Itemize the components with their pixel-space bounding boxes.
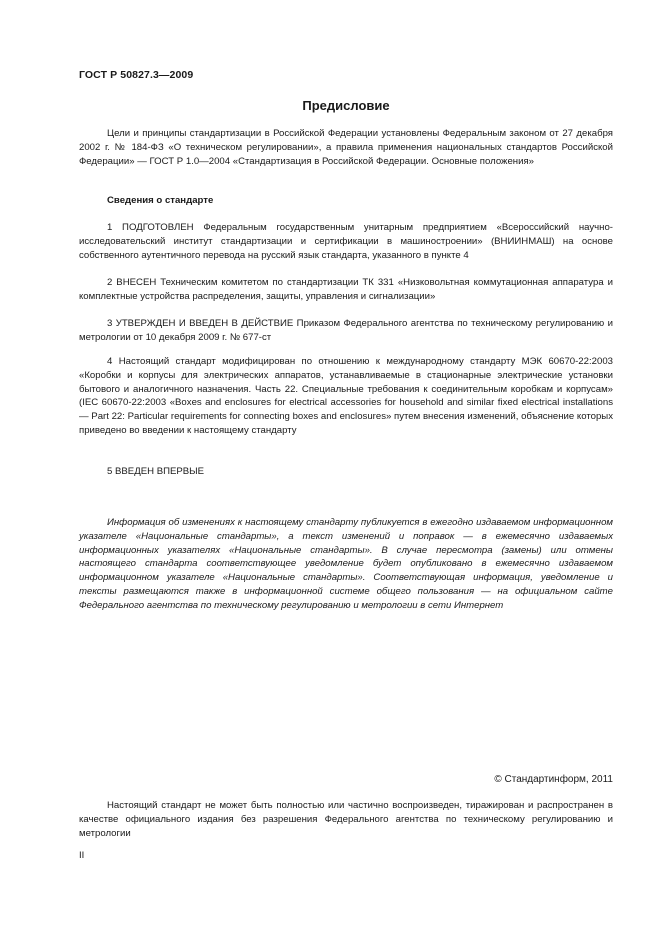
item-modified: 4 Настоящий стандарт модифицирован по отношению к международному стандарту МЭК 60670-22:2003 «Коробки и корпусы для электрических аппаратов, устанавливаемые в стационарные электрические установки бытового и аналогичного назначения. Часть 22. Специальные требования к соединительным коробкам и корпусам» (IEC 60670-22:2003 «Boxes and enclosures for electrical accessories for household and similar fixed electrical installations — Part 22: Particular requirements for connecting boxes and enclosures» путем внесения изменений, объяснение которых приведено во введении к настоящему стандарту bbox=[79, 356, 613, 436]
item-prepared: 1 ПОДГОТОВЛЕН Федеральным государственным унитарным предприятием «Всероссийский научно-исследовательский институт стандартизации и сертификации в машиностроении» (ВНИИНМАШ) на основе собственного аутентичного перевода на русский язык стандарта, указанного в пункте 4 bbox=[79, 222, 613, 261]
page-number: II bbox=[79, 850, 85, 861]
reproduction-notice: Настоящий стандарт не может быть полностью или частично воспроизведен, тиражирован и распространен в качестве официального издания без разрешения Федерального агентства по техническому регулированию и метрологии bbox=[79, 800, 613, 839]
intro-paragraph: Цели и принципы стандартизации в Российской Федерации установлены Федеральным законом от 27 декабря 2002 г. № 184-ФЗ «О техническом регулировании», а правила применения национальных стандартов Российской Федерации» — ГОСТ Р 1.0—2004 «Стандартизация в Российской Федерации. Основные положения» bbox=[79, 128, 613, 167]
item-submitted: 2 ВНЕСЕН Техническим комитетом по стандартизации ТК 331 «Низковольтная коммутационная аппаратура и комплектные устройства распределения, защиты, управления и сигнализации» bbox=[79, 277, 613, 302]
item-first-introduced: 5 ВВЕДЕН ВПЕРВЫЕ bbox=[107, 466, 205, 477]
changes-notice-paragraph: Информация об изменениях к настоящему стандарту публикуется в ежегодно издаваемом информационном указателе «Национальные стандарты», а текст изменений и поправок — в ежемесячно издаваемых информационных указателях «Национальные стандарты». В случае пересмотра (замены) или отмены настоящего стандарта соответствующее уведомление будет опубликовано в ежемесячно издаваемом информационном указателе «Национальные стандарты». Соответствующая информация, уведомление и тексты размещаются также в информационной системе общего пользования — на официальном сайте Федерального агентства по техническому регулированию и метрологии в сети Интернет bbox=[79, 517, 613, 611]
section-title: Предисловие bbox=[302, 98, 390, 113]
standard-code-header: ГОСТ Р 50827.3—2009 bbox=[79, 69, 194, 81]
item-approved: 3 УТВЕРЖДЕН И ВВЕДЕН В ДЕЙСТВИЕ Приказом Федерального агентства по техническому регулированию и метрологии от 10 декабря 2009 г. № 677-ст bbox=[79, 318, 613, 343]
copyright-line: © Стандартинформ, 2011 bbox=[494, 774, 613, 785]
standard-info-subheading: Сведения о стандарте bbox=[107, 195, 214, 206]
